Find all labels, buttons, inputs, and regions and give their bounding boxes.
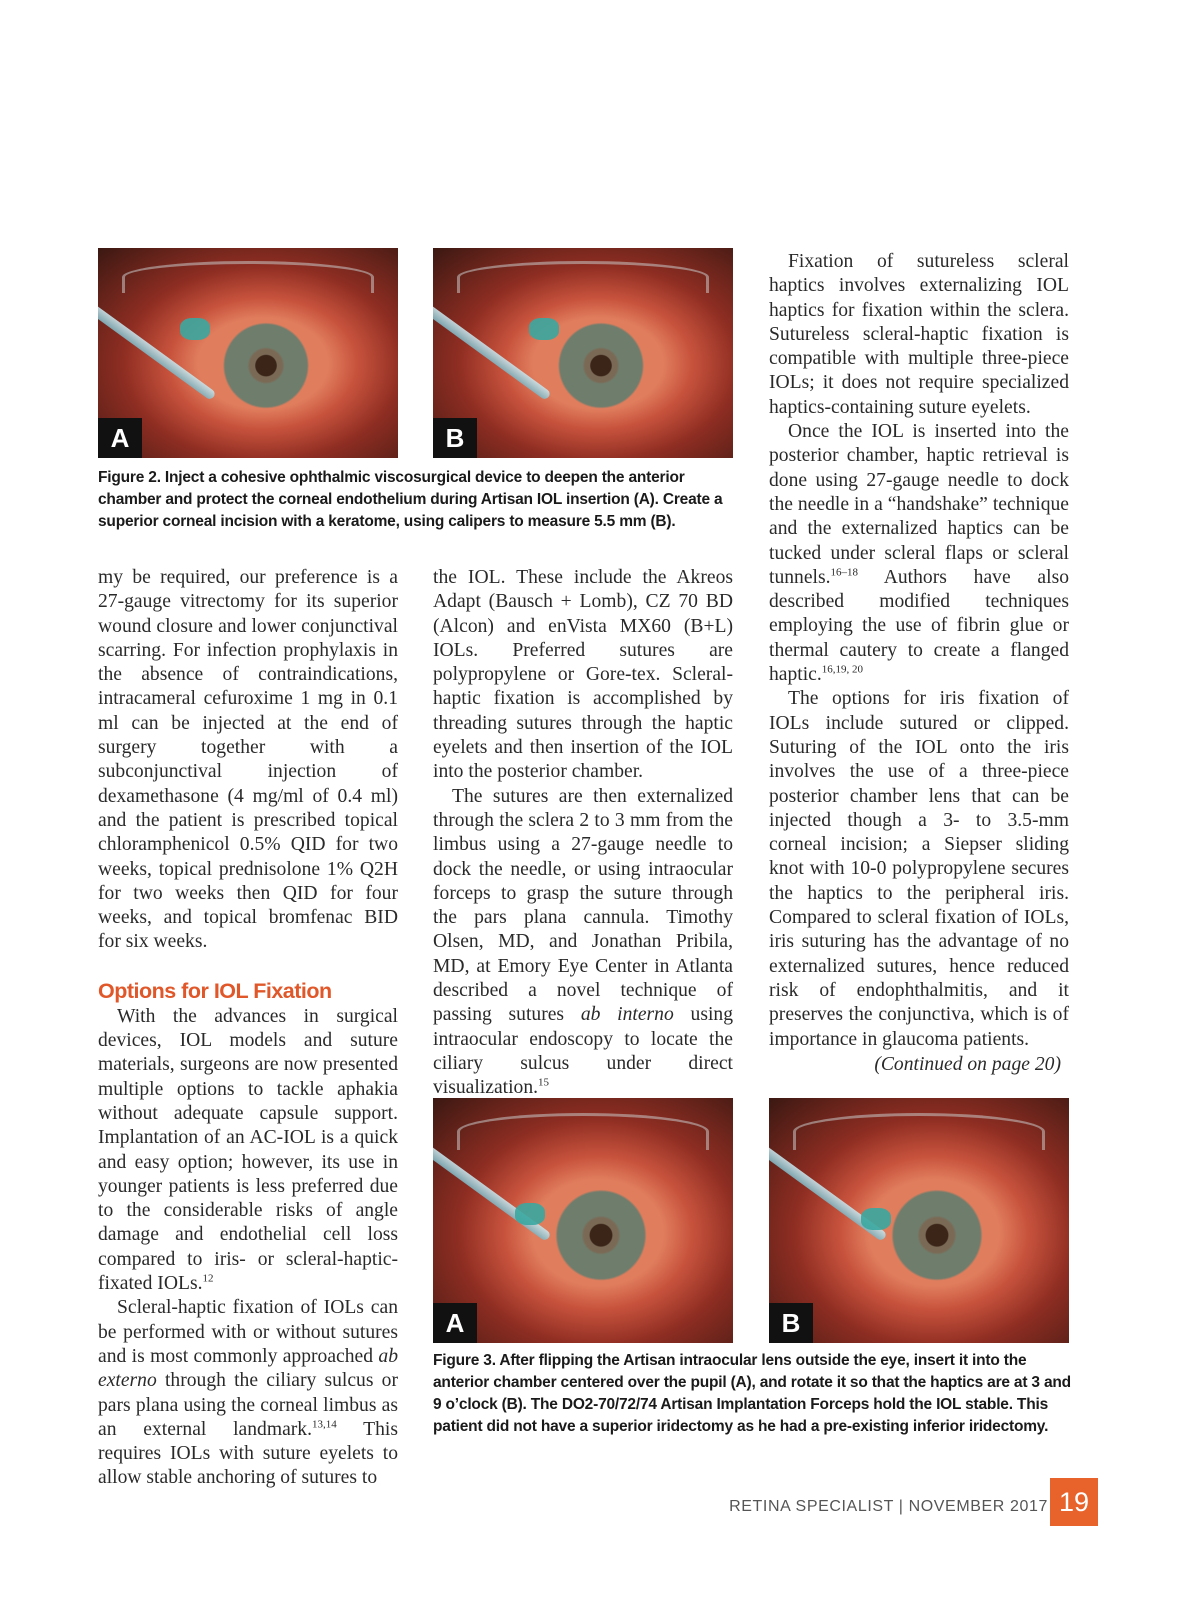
figure3-caption: Figure 3. After flipping the Artisan intraocular lens outside the eye, insert it into the anterior chamber centered over the pupil (A), and rotate it so that the haptics are at 3 and 9 o’clock (B). The DO2-70/72/74 Artisan Implantation Forceps hold the IOL stable. This patient did not have a superior iridectomy as he had a pre-existing inferior iridectomy. [433, 1352, 1071, 1435]
col1-p2-text: With the advances in surgical devices, IOL models and suture materials, surgeons are now presented multiple options to tackle aphakia without adequate capsule support. Implantation of an AC-IOL is a quick and easy option; however, its use in younger patients is less preferred due to the considerable risks of angle damage and endothelial cell loss compared to iris- or scleral-haptic-fixated IOLs. [98, 1005, 398, 1295]
figure3-panel-b-label: B [769, 1303, 813, 1343]
reference-marker: 16–18 [830, 566, 858, 579]
publication-footer: RETINA SPECIALIST | NOVEMBER 2017 [729, 1498, 1048, 1515]
col1-paragraph-3 [98, 1296, 398, 1490]
col2-p2-italic: ab interno [580, 1004, 674, 1026]
col3-p2-text-a: Once the IOL is inserted into the posterior chamber, haptic retrieval is done using 27-gauge needle to dock the needle in a “handshake” technique and the externalized haptics can be tucked under scleral flaps or scleral tunnels. [769, 421, 1069, 588]
figure2-caption: Figure 2. Inject a cohesive ophthalmic viscosurgical device to deepen the anterior chamber and protect the corneal endothelium during Artisan IOL insertion (A). Create a superior corneal incision with a keratome, using calipers to measure 5.5 mm (B). [98, 469, 723, 530]
col3-paragraph-3: The options for iris fixation of IOLs include sutured or clipped. Suturing of the IOL onto the iris involves the use of a three-piece posterior chamber lens that can be injected though a 3- to 3.5-mm corneal incision; a Siepser sliding knot with 10-0 polypropylene secures the haptics to the peripheral iris. Compared to scleral fixation of IOLs, iris suturing has the advantage of no externalized sutures, hence reduced risk of endophthalmitis, and it preserves the conjunctiva, which is of importance in glaucoma patients. [769, 688, 1069, 1050]
figure2-panel-a-label: A [98, 418, 142, 458]
col1-p3-text-c: This requires IOLs with suture eyelets to allow stable anchoring of sutures to [98, 1418, 398, 1489]
reference-marker: 13,14 [312, 1418, 337, 1431]
col3-p2-text-b: Authors have also described modified techniques employing the use of fibrin glue or thermal cautery to create a flanged haptic. [769, 566, 1069, 686]
figure2-photo-a [98, 248, 398, 458]
reference-marker: 15 [538, 1076, 550, 1089]
col1-p3-text-a: Scleral-haptic fixation of IOLs can be performed with or without sutures and is most commonly approached [98, 1297, 398, 1367]
col1-paragraph-2 [98, 1005, 398, 1297]
reference-marker: 16,19, 20 [821, 663, 864, 676]
speculum-graphic [457, 261, 709, 293]
column-1 [98, 566, 398, 1491]
speculum-graphic [793, 1113, 1045, 1150]
column-2 [433, 566, 733, 1101]
column-3 [769, 250, 1069, 1077]
cannula-graphic [98, 287, 217, 401]
col2-p2-text-b: using intraocular endoscopy to locate the ciliary sulcus under direct visualization. [433, 1004, 733, 1099]
col1-p3-italic: ab externo [98, 1345, 398, 1392]
col1-paragraph-1: my be required, our preference is a 27-gauge vitrectomy for its superior wound closure and lower conjunctival scarring. For infection prophylaxis in the absence of contraindications, intracameral cefuroxime 1 mg in 0.1 ml can be injected at the end of surgery together with a subconjunctival injection of dexamethasone (4 mg/ml of 0.4 ml) and the patient is prescribed topical chloramphenicol 0.5% QID for two weeks, topical prednisolone 1% Q2H for two weeks then QID for four weeks, and topical bromfenac BID for six weeks. [98, 567, 398, 953]
cannula-tip-graphic [861, 1208, 891, 1230]
cannula-tip-graphic [515, 1203, 545, 1225]
figure3-photo-a [433, 1098, 733, 1343]
page-number: 19 [1050, 1478, 1098, 1526]
figure3-photo-b [769, 1098, 1069, 1343]
cannula-graphic [433, 287, 552, 401]
col2-paragraph-1: the IOL. These include the Akreos Adapt (Bausch + Lomb), CZ 70 BD (Alcon) and enVista MX60 (B+L) IOLs. Preferred sutures are polypropylene or Gore-tex. Scleral-haptic fixation is accomplished by threading sutures through the haptic eyelets and then insertion of the IOL into the posterior chamber. [433, 567, 733, 783]
speculum-graphic [457, 1113, 709, 1150]
col3-paragraph-2 [769, 420, 1069, 687]
reference-marker: 12 [202, 1272, 214, 1285]
section-heading: Options for IOL Fixation [98, 978, 332, 1003]
speculum-graphic [122, 261, 374, 293]
cannula-tip-graphic [529, 318, 559, 340]
continued-note: (Continued on page 20) [874, 1053, 1061, 1075]
col1-p3-text-b: through the ciliary sulcus or pars plana using the corneal limbus as an external landmark. [98, 1370, 398, 1440]
col2-paragraph-2 [433, 785, 733, 1101]
cannula-tip-graphic [180, 318, 210, 340]
figure2-photo-b [433, 248, 733, 458]
figure2-panel-b-label: B [433, 418, 477, 458]
col3-paragraph-1: Fixation of sutureless scleral haptics involves externalizing IOL haptics for fixation within the sclera. Sutureless scleral-haptic fixation is compatible with multiple three-piece IOLs; it does not require specialized haptics-containing suture eyelets. [769, 251, 1069, 418]
col2-p2-text-a: The sutures are then externalized through the sclera 2 to 3 mm from the limbus using a 27-gauge needle to dock the needle, or using intraocular forceps to grasp the suture through the pars plana cannula. Timothy Olsen, MD, and Jonathan Pribila, MD, at Emory Eye Center in Atlanta described a novel technique of passing sutures [433, 785, 733, 1026]
figure3-panel-a-label: A [433, 1303, 477, 1343]
